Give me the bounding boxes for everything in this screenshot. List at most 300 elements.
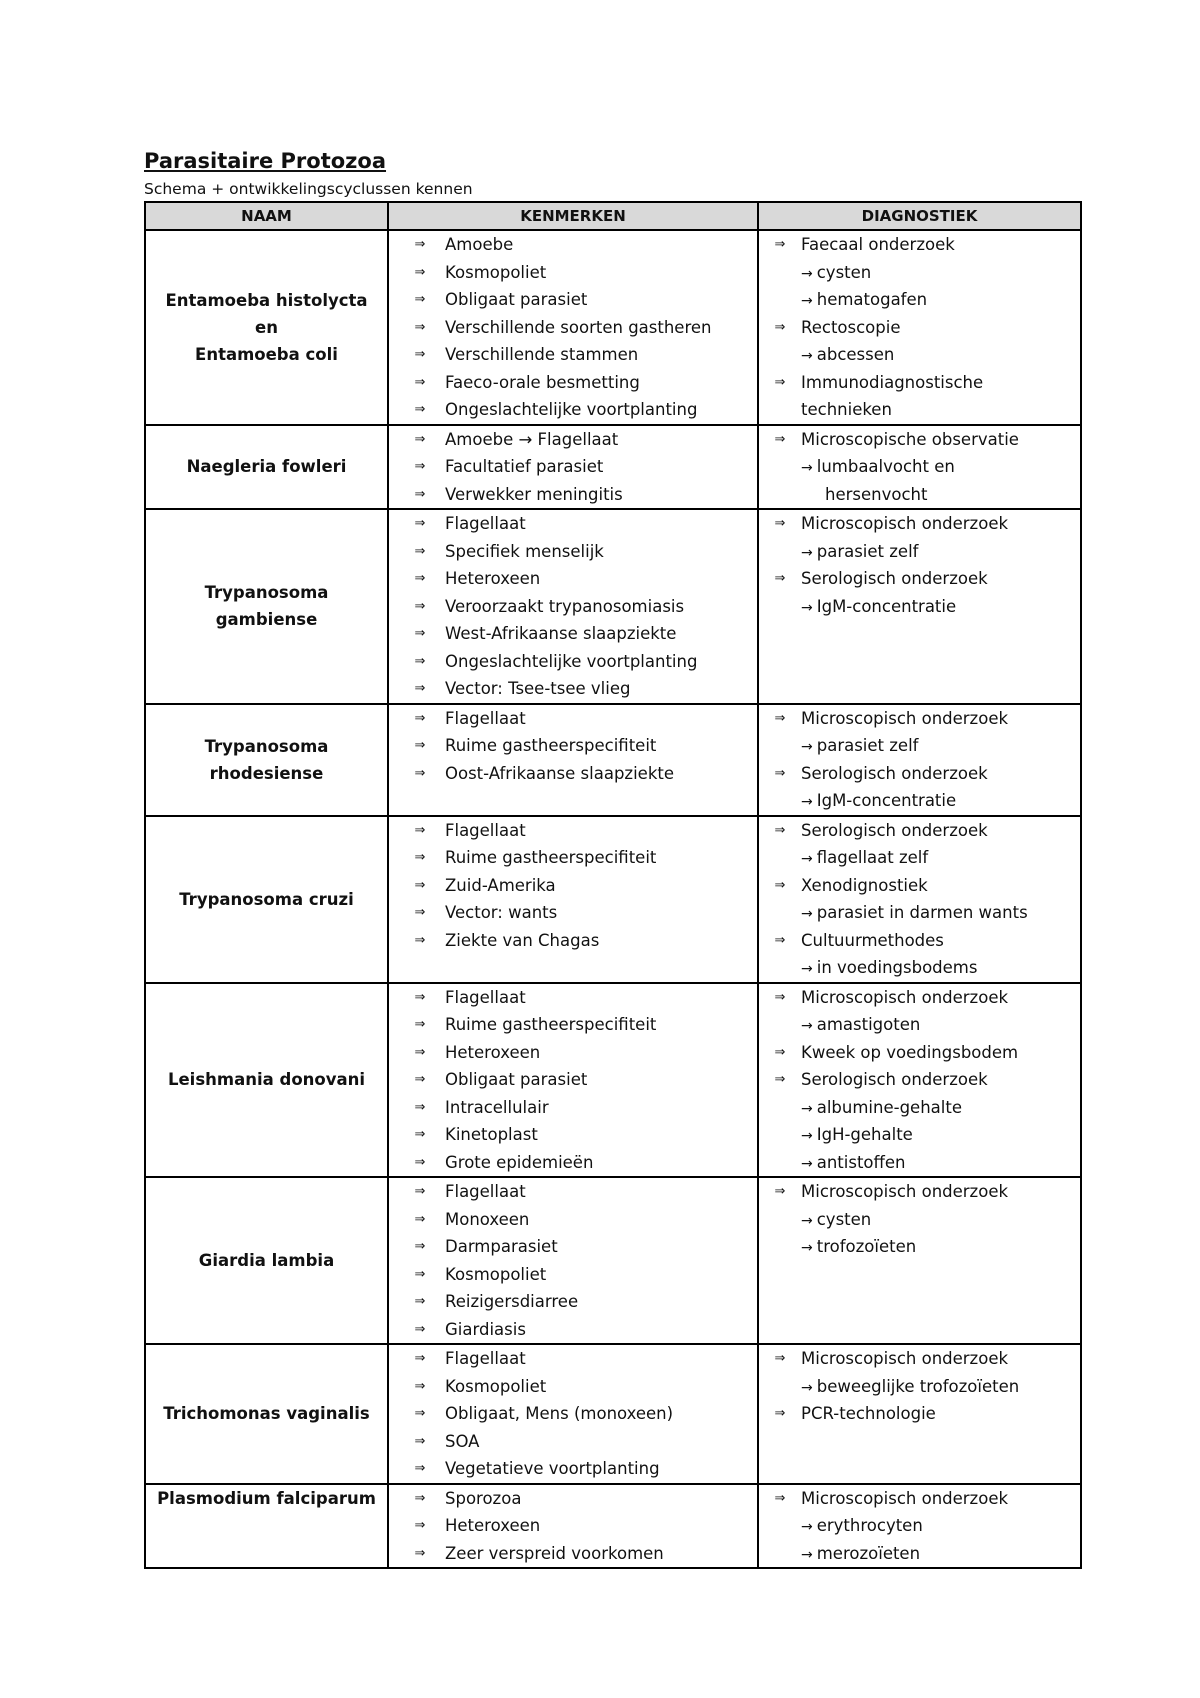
- double-arrow-bullet-icon: ⇒: [414, 1461, 426, 1476]
- diagnostiek-item: [759, 1512, 1080, 1540]
- kenmerken-cell: [388, 230, 758, 425]
- kenmerk-text: Kosmopoliet: [445, 1264, 547, 1284]
- diagnostiek-item: [759, 705, 1080, 733]
- kenmerk-text: West-Afrikaanse slaapziekte: [445, 624, 677, 643]
- diagnostiek-text: merozoïeten: [816, 1543, 921, 1563]
- table-row: [145, 509, 1081, 704]
- header-naam: NAAM: [145, 202, 388, 230]
- kenmerk-item: [389, 259, 757, 287]
- kenmerk-text: Verschillende soorten gastheren: [445, 317, 712, 337]
- kenmerk-item: [389, 1039, 757, 1067]
- double-arrow-bullet-icon: ⇒: [774, 1044, 786, 1060]
- kenmerk-item: [389, 1288, 757, 1316]
- kenmerk-item: [389, 760, 757, 788]
- kenmerk-text: Ongeslachtelijke voortplanting: [445, 651, 698, 671]
- table-row: [145, 230, 1081, 425]
- diagnostiek-cell: [758, 230, 1081, 425]
- double-arrow-bullet-icon: ⇒: [774, 516, 786, 531]
- diagnostiek-item: [759, 396, 1080, 424]
- arrow-right-icon: →: [801, 293, 813, 309]
- diagnostiek-item: [759, 1485, 1080, 1513]
- diagnostiek-text: Microscopisch onderzoek: [801, 514, 1009, 533]
- diagnostiek-text: parasiet zelf: [816, 541, 919, 561]
- double-arrow-bullet-icon: ⇒: [414, 459, 426, 474]
- kenmerk-item: [389, 453, 757, 481]
- kenmerken-cell: [388, 983, 758, 1178]
- arrow-right-icon: →: [801, 961, 813, 977]
- kenmerk-item: [389, 927, 757, 955]
- double-arrow-bullet-icon: ⇒: [414, 989, 426, 1005]
- diagnostiek-item: [759, 1206, 1080, 1234]
- double-arrow-bullet-icon: ⇒: [774, 989, 786, 1005]
- kenmerken-cell: [388, 816, 758, 983]
- kenmerk-item: [389, 369, 757, 397]
- kenmerk-item: [389, 675, 757, 703]
- kenmerk-text: Verschillende stammen: [445, 345, 639, 364]
- arrow-right-icon: →: [801, 794, 813, 810]
- kenmerk-text: SOA: [445, 1431, 480, 1451]
- kenmerk-text: Ongeslachtelijke voortplanting: [445, 400, 698, 419]
- diagnostiek-text: amastigoten: [816, 1015, 921, 1034]
- diagnostiek-text: IgM-concentratie: [816, 596, 957, 616]
- diagnostiek-text: Faecaal onderzoek: [801, 235, 955, 254]
- kenmerk-text: Verwekker meningitis: [445, 484, 623, 504]
- kenmerk-item: [389, 426, 757, 454]
- kenmerk-text: Vegetatieve voortplanting: [445, 1459, 660, 1478]
- organism-name-cell: [145, 1344, 388, 1484]
- diagnostiek-item: [759, 899, 1080, 927]
- double-arrow-bullet-icon: ⇒: [774, 710, 786, 726]
- diagnostiek-item: [759, 538, 1080, 566]
- double-arrow-bullet-icon: ⇒: [414, 905, 426, 920]
- diagnostiek-item: [759, 1233, 1080, 1261]
- diagnostiek-text: parasiet zelf: [816, 736, 919, 755]
- double-arrow-bullet-icon: ⇒: [774, 571, 786, 586]
- arrow-right-icon: →: [801, 851, 813, 867]
- diagnostiek-text: hematogafen: [816, 290, 928, 309]
- double-arrow-bullet-icon: ⇒: [414, 237, 426, 252]
- kenmerk-text: Ruime gastheerspecifiteit: [445, 848, 657, 867]
- diagnostiek-cell: [758, 816, 1081, 983]
- kenmerk-text: Obligaat parasiet: [445, 1070, 588, 1089]
- arrow-right-icon: →: [801, 544, 813, 561]
- double-arrow-bullet-icon: ⇒: [414, 1072, 426, 1087]
- kenmerk-item: [389, 732, 757, 760]
- double-arrow-bullet-icon: ⇒: [774, 1406, 786, 1421]
- kenmerken-cell: [388, 1344, 758, 1484]
- kenmerk-item: [389, 1455, 757, 1483]
- diagnostiek-item: [759, 844, 1080, 872]
- double-arrow-bullet-icon: ⇒: [414, 1211, 426, 1227]
- organism-name-cell: [145, 425, 388, 510]
- diagnostiek-text: trofozoïeten: [816, 1237, 917, 1256]
- kenmerken-cell: [388, 704, 758, 816]
- kenmerk-text: Kinetoplast: [445, 1125, 538, 1144]
- table-header-row: [145, 202, 1081, 230]
- double-arrow-bullet-icon: ⇒: [414, 1518, 426, 1533]
- diagnostiek-cell: [758, 983, 1081, 1178]
- table-row: [145, 704, 1081, 816]
- kenmerk-item: [389, 844, 757, 872]
- kenmerk-item: [389, 620, 757, 648]
- double-arrow-bullet-icon: ⇒: [774, 1490, 786, 1506]
- arrow-right-icon: →: [801, 1128, 813, 1144]
- kenmerk-text: Zuid-Amerika: [445, 875, 556, 895]
- diagnostiek-text: Microscopisch onderzoek: [801, 987, 1009, 1007]
- kenmerk-item: [389, 286, 757, 314]
- organism-name-line: Giardia lambia: [198, 1251, 335, 1270]
- kenmerk-text: Kosmopoliet: [445, 1376, 547, 1396]
- table-row: [145, 1344, 1081, 1484]
- diagnostiek-item: [759, 314, 1080, 342]
- double-arrow-bullet-icon: ⇒: [414, 681, 426, 696]
- diagnostiek-text: erythrocyten: [816, 1516, 923, 1535]
- kenmerk-item: [389, 396, 757, 424]
- double-arrow-bullet-icon: ⇒: [414, 1099, 426, 1115]
- kenmerk-item: [389, 1206, 757, 1234]
- kenmerk-text: Kosmopoliet: [445, 262, 547, 282]
- header-diagnostiek: DIAGNOSTIEK: [758, 202, 1081, 230]
- double-arrow-bullet-icon: ⇒: [414, 264, 426, 280]
- diagnostiek-item: [759, 1178, 1080, 1206]
- double-arrow-bullet-icon: ⇒: [414, 877, 426, 893]
- kenmerk-item: [389, 984, 757, 1012]
- double-arrow-bullet-icon: ⇒: [774, 765, 786, 781]
- diagnostiek-item: [759, 732, 1080, 760]
- kenmerk-item: [389, 1373, 757, 1401]
- diagnostiek-text: Kweek op voedingsbodem: [801, 1042, 1019, 1062]
- arrow-right-icon: →: [801, 1240, 813, 1256]
- diagnostiek-text: flagellaat zelf: [816, 848, 929, 867]
- kenmerk-item: [389, 231, 757, 259]
- double-arrow-bullet-icon: ⇒: [414, 738, 426, 753]
- header-kenmerken: KENMERKEN: [388, 202, 758, 230]
- organism-name-line: Plasmodium falciparum: [157, 1488, 376, 1508]
- organism-name-line: Trichomonas vaginalis: [163, 1404, 370, 1424]
- double-arrow-bullet-icon: ⇒: [414, 292, 426, 307]
- kenmerk-item: [389, 593, 757, 621]
- arrow-right-icon: →: [801, 348, 813, 364]
- kenmerk-text: Faeco-orale besmetting: [445, 372, 640, 392]
- diagnostiek-item: [759, 453, 1080, 481]
- diagnostiek-item: [759, 1011, 1080, 1039]
- kenmerken-cell: [388, 425, 758, 510]
- double-arrow-bullet-icon: ⇒: [414, 543, 426, 559]
- diagnostiek-text: PCR-technologie: [801, 1404, 936, 1423]
- kenmerk-item: [389, 538, 757, 566]
- diagnostiek-item: [759, 1121, 1080, 1149]
- double-arrow-bullet-icon: ⇒: [414, 516, 426, 531]
- diagnostiek-item: [759, 927, 1080, 955]
- diagnostiek-item: [759, 510, 1080, 538]
- protozoa-table: [144, 201, 1082, 1569]
- double-arrow-bullet-icon: ⇒: [414, 1378, 426, 1394]
- double-arrow-bullet-icon: ⇒: [414, 1351, 426, 1366]
- double-arrow-bullet-icon: ⇒: [414, 319, 426, 335]
- kenmerk-text: Heteroxeen: [445, 1042, 541, 1062]
- kenmerk-item: [389, 314, 757, 342]
- double-arrow-bullet-icon: ⇒: [414, 653, 426, 669]
- kenmerk-item: [389, 1400, 757, 1428]
- double-arrow-bullet-icon: ⇒: [774, 877, 786, 893]
- arrow-right-icon: →: [801, 1212, 813, 1229]
- diagnostiek-item: [759, 286, 1080, 314]
- double-arrow-bullet-icon: ⇒: [414, 1406, 426, 1421]
- kenmerk-text: Obligaat, Mens (monoxeen): [445, 1404, 674, 1423]
- kenmerk-text: Flagellaat: [445, 708, 526, 728]
- double-arrow-bullet-icon: ⇒: [414, 431, 426, 447]
- kenmerk-item: [389, 899, 757, 927]
- diagnostiek-item: [759, 1094, 1080, 1122]
- organism-name-line: en: [255, 317, 278, 337]
- kenmerk-text: Heteroxeen: [445, 1516, 541, 1535]
- arrow-right-icon: →: [801, 906, 813, 922]
- kenmerk-text: Darmparasiet: [445, 1237, 558, 1256]
- organism-name-line: gambiense: [215, 610, 318, 630]
- double-arrow-bullet-icon: ⇒: [774, 1072, 786, 1087]
- page-title: Parasitaire Protozoa: [144, 149, 387, 173]
- diagnostiek-item: [759, 341, 1080, 369]
- double-arrow-bullet-icon: ⇒: [414, 1266, 426, 1282]
- double-arrow-bullet-icon: ⇒: [414, 1184, 426, 1199]
- kenmerk-item: [389, 705, 757, 733]
- table-row: [145, 425, 1081, 510]
- document-page: [144, 145, 1080, 1569]
- double-arrow-bullet-icon: ⇒: [414, 1321, 426, 1337]
- diagnostiek-text: in voedingsbodems: [816, 958, 978, 977]
- table-row: [145, 1177, 1081, 1344]
- double-arrow-bullet-icon: ⇒: [414, 1545, 426, 1561]
- organism-name-line: Leishmania donovani: [167, 1070, 366, 1090]
- kenmerk-text: Obligaat parasiet: [445, 290, 588, 309]
- double-arrow-bullet-icon: ⇒: [774, 822, 786, 838]
- double-arrow-bullet-icon: ⇒: [414, 765, 426, 781]
- kenmerk-text: Grote epidemieën: [445, 1152, 594, 1172]
- double-arrow-bullet-icon: ⇒: [414, 1490, 426, 1506]
- kenmerk-text: Zeer verspreid voorkomen: [445, 1543, 664, 1563]
- double-arrow-bullet-icon: ⇒: [414, 1044, 426, 1060]
- kenmerk-text: Specifiek menselijk: [445, 541, 604, 561]
- kenmerk-text: Intracellulair: [445, 1097, 549, 1117]
- diagnostiek-text: IgM-concentratie: [816, 791, 957, 810]
- diagnostiek-text: Serologisch onderzoek: [801, 569, 988, 588]
- organism-name-line: Entamoeba histolycta: [165, 290, 368, 310]
- diagnostiek-text: antistoffen: [816, 1152, 906, 1172]
- diagnostiek-text: beweeglijke trofozoïeten: [816, 1376, 1020, 1396]
- diagnostiek-text: Microscopisch onderzoek: [801, 1349, 1009, 1368]
- double-arrow-bullet-icon: ⇒: [414, 626, 426, 641]
- diagnostiek-item: [759, 872, 1080, 900]
- diagnostiek-item: [759, 259, 1080, 287]
- double-arrow-bullet-icon: ⇒: [774, 319, 786, 335]
- kenmerk-item: [389, 648, 757, 676]
- table-row: [145, 816, 1081, 983]
- kenmerk-text: Amoebe: [445, 235, 514, 254]
- diagnostiek-text: IgH-gehalte: [816, 1125, 913, 1144]
- diagnostiek-cell: [758, 1344, 1081, 1484]
- diagnostiek-text: technieken: [801, 400, 892, 419]
- diagnostiek-item: [759, 1149, 1080, 1177]
- diagnostiek-item: [759, 760, 1080, 788]
- diagnostiek-text: Microscopische observatie: [801, 429, 1019, 449]
- diagnostiek-text: lumbaalvocht en: [816, 457, 955, 476]
- double-arrow-bullet-icon: ⇒: [414, 850, 426, 865]
- organism-name-line: Trypanosoma cruzi: [179, 889, 354, 909]
- diagnostiek-item: [759, 1039, 1080, 1067]
- diagnostiek-text: Serologisch onderzoek: [801, 763, 988, 783]
- table-row: [145, 983, 1081, 1178]
- diagnostiek-cell: [758, 1177, 1081, 1344]
- kenmerk-item: [389, 341, 757, 369]
- diagnostiek-text: Microscopisch onderzoek: [801, 1182, 1009, 1201]
- kenmerk-text: Sporozoa: [445, 1488, 522, 1508]
- arrow-right-icon: →: [801, 599, 813, 616]
- diagnostiek-cell: [758, 425, 1081, 510]
- diagnostiek-text: cysten: [816, 262, 872, 282]
- arrow-right-icon: →: [801, 1519, 813, 1535]
- diagnostiek-item: [759, 593, 1080, 621]
- kenmerk-item: [389, 1316, 757, 1344]
- organism-name-cell: [145, 1484, 388, 1569]
- kenmerk-item: [389, 1540, 757, 1568]
- kenmerk-text: Amoebe → Flagellaat: [445, 429, 619, 449]
- double-arrow-bullet-icon: ⇒: [414, 402, 426, 417]
- arrow-right-icon: →: [801, 1100, 813, 1117]
- organism-name-cell: [145, 1177, 388, 1344]
- kenmerk-item: [389, 481, 757, 509]
- organism-name-cell: [145, 816, 388, 983]
- kenmerk-text: Flagellaat: [445, 987, 526, 1007]
- organism-name-cell: [145, 704, 388, 816]
- diagnostiek-item: [759, 787, 1080, 815]
- double-arrow-bullet-icon: ⇒: [774, 932, 786, 948]
- diagnostiek-text: abcessen: [816, 345, 895, 364]
- kenmerk-text: Flagellaat: [445, 820, 526, 840]
- table-row: [145, 1484, 1081, 1569]
- arrow-right-icon: →: [801, 1379, 813, 1396]
- diagnostiek-item: [759, 984, 1080, 1012]
- diagnostiek-item: [759, 817, 1080, 845]
- kenmerk-item: [389, 1178, 757, 1206]
- kenmerken-cell: [388, 1177, 758, 1344]
- kenmerken-cell: [388, 509, 758, 704]
- organism-name-line: Entamoeba coli: [195, 344, 338, 364]
- double-arrow-bullet-icon: ⇒: [774, 374, 786, 390]
- diagnostiek-item: [759, 481, 1080, 509]
- diagnostiek-text: Microscopisch onderzoek: [801, 1488, 1009, 1508]
- diagnostiek-text: Xenodignostiek: [801, 875, 928, 895]
- kenmerk-text: Ziekte van Chagas: [445, 930, 600, 950]
- diagnostiek-item: [759, 231, 1080, 259]
- diagnostiek-cell: [758, 509, 1081, 704]
- kenmerk-text: Flagellaat: [445, 514, 526, 533]
- double-arrow-bullet-icon: ⇒: [774, 1184, 786, 1199]
- arrow-right-icon: →: [801, 1155, 813, 1172]
- organism-name-line: Naegleria fowleri: [186, 457, 347, 477]
- kenmerk-text: Facultatief parasiet: [445, 457, 604, 476]
- kenmerk-item: [389, 1094, 757, 1122]
- diagnostiek-text: cysten: [816, 1209, 872, 1229]
- double-arrow-bullet-icon: ⇒: [414, 571, 426, 586]
- kenmerk-text: Vector: wants: [445, 903, 558, 922]
- double-arrow-bullet-icon: ⇒: [414, 374, 426, 390]
- diagnostiek-text: parasiet in darmen wants: [816, 903, 1028, 922]
- kenmerk-text: Heteroxeen: [445, 569, 541, 588]
- double-arrow-bullet-icon: ⇒: [414, 710, 426, 726]
- kenmerk-item: [389, 1121, 757, 1149]
- double-arrow-bullet-icon: ⇒: [774, 431, 786, 447]
- kenmerk-text: Vector: Tsee-tsee vlieg: [445, 679, 631, 698]
- arrow-right-icon: →: [801, 1546, 813, 1563]
- diagnostiek-text: Serologisch onderzoek: [801, 1070, 988, 1089]
- diagnostiek-item: [759, 1066, 1080, 1094]
- kenmerk-item: [389, 1066, 757, 1094]
- diagnostiek-item: [759, 1540, 1080, 1568]
- diagnostiek-text: Serologisch onderzoek: [801, 820, 988, 840]
- kenmerk-item: [389, 817, 757, 845]
- double-arrow-bullet-icon: ⇒: [414, 1294, 426, 1309]
- organism-name-line: Trypanosoma: [204, 736, 329, 756]
- double-arrow-bullet-icon: ⇒: [414, 1433, 426, 1449]
- diagnostiek-text: albumine-gehalte: [816, 1097, 962, 1117]
- kenmerk-item: [389, 1149, 757, 1177]
- kenmerk-text: Ruime gastheerspecifiteit: [445, 1015, 657, 1034]
- organism-name-cell: [145, 230, 388, 425]
- double-arrow-bullet-icon: ⇒: [774, 237, 786, 252]
- double-arrow-bullet-icon: ⇒: [414, 598, 426, 614]
- diagnostiek-item: [759, 369, 1080, 397]
- kenmerk-item: [389, 1428, 757, 1456]
- double-arrow-bullet-icon: ⇒: [414, 1239, 426, 1254]
- diagnostiek-text: Cultuurmethodes: [801, 930, 944, 950]
- kenmerk-text: Ruime gastheerspecifiteit: [445, 736, 657, 755]
- double-arrow-bullet-icon: ⇒: [414, 1017, 426, 1032]
- organism-name-cell: [145, 983, 388, 1178]
- kenmerk-item: [389, 1345, 757, 1373]
- kenmerk-item: [389, 565, 757, 593]
- double-arrow-bullet-icon: ⇒: [414, 932, 426, 948]
- diagnostiek-text: Rectoscopie: [801, 317, 901, 337]
- page-subtitle: Schema + ontwikkelingscyclussen kennen: [144, 180, 473, 198]
- diagnostiek-text: Immunodiagnostische: [801, 372, 984, 392]
- kenmerk-text: Flagellaat: [445, 1349, 526, 1368]
- diagnostiek-item: [759, 954, 1080, 982]
- kenmerk-item: [389, 1261, 757, 1289]
- double-arrow-bullet-icon: ⇒: [414, 822, 426, 838]
- double-arrow-bullet-icon: ⇒: [414, 1154, 426, 1170]
- diagnostiek-item: [759, 426, 1080, 454]
- kenmerk-item: [389, 510, 757, 538]
- double-arrow-bullet-icon: ⇒: [414, 1127, 426, 1142]
- arrow-right-icon: →: [801, 1018, 813, 1034]
- kenmerk-text: Reizigersdiarree: [445, 1292, 579, 1311]
- kenmerk-item: [389, 1011, 757, 1039]
- diagnostiek-item: [759, 565, 1080, 593]
- arrow-right-icon: →: [801, 460, 813, 476]
- organism-name-line: rhodesiense: [209, 763, 324, 783]
- kenmerk-text: Flagellaat: [445, 1182, 526, 1201]
- kenmerk-text: Oost-Afrikaanse slaapziekte: [445, 763, 675, 783]
- kenmerk-item: [389, 1512, 757, 1540]
- diagnostiek-text: Microscopisch onderzoek: [801, 708, 1009, 728]
- diagnostiek-cell: [758, 1484, 1081, 1569]
- arrow-right-icon: →: [801, 265, 813, 282]
- double-arrow-bullet-icon: ⇒: [774, 1351, 786, 1366]
- organism-name-line: Trypanosoma: [204, 583, 329, 603]
- kenmerk-text: Monoxeen: [445, 1209, 530, 1229]
- diagnostiek-item: [759, 1373, 1080, 1401]
- kenmerken-cell: [388, 1484, 758, 1569]
